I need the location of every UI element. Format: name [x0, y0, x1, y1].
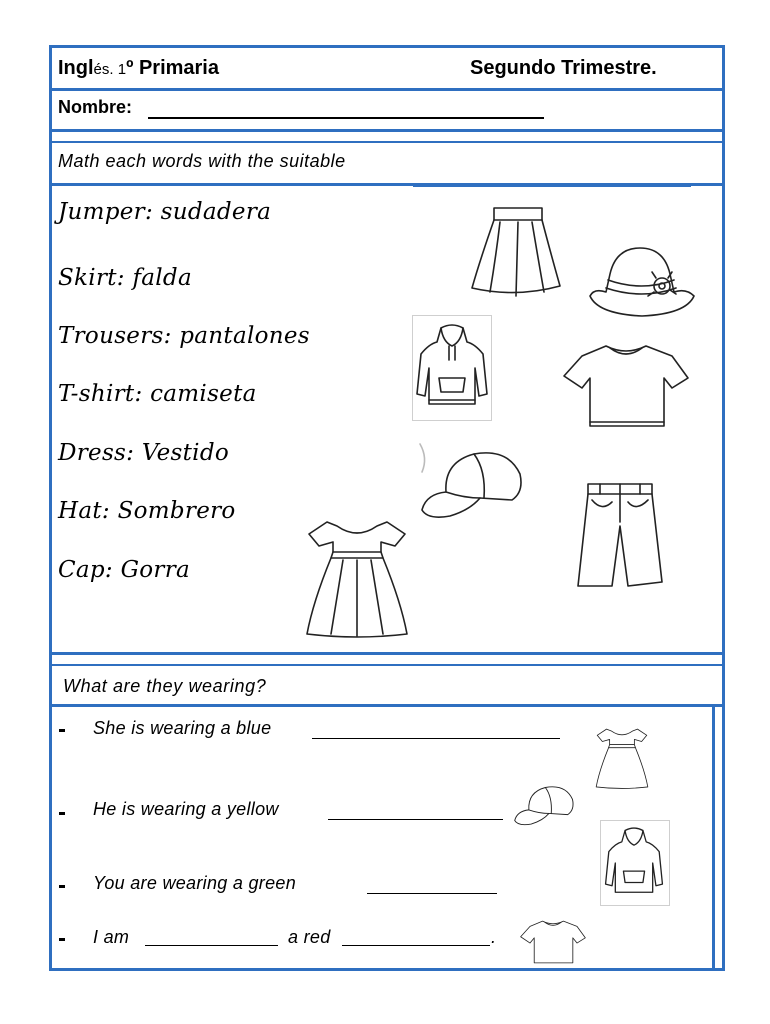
trousers-icon[interactable] — [572, 478, 664, 592]
small-cap-icon — [510, 776, 576, 832]
bullet-1 — [59, 729, 65, 732]
cap-icon[interactable] — [414, 436, 526, 528]
bullet-4 — [59, 938, 65, 941]
skirt-icon[interactable] — [466, 200, 566, 300]
bullet-2 — [59, 812, 65, 815]
small-t-shirt-icon — [518, 918, 588, 966]
sentence-4b: a red — [288, 927, 331, 947]
answer-blank-3[interactable] — [367, 893, 497, 894]
question-top-rule — [49, 664, 725, 666]
subject-title: Inglés. 1º Primaria — [58, 57, 219, 79]
instruction-top-rule — [49, 141, 725, 143]
sentence-3: You are wearing a green — [93, 873, 297, 893]
sentence-2: He is wearing a yellow — [93, 799, 279, 819]
sentence-4-end: . — [491, 927, 497, 947]
small-dress-icon — [593, 726, 651, 790]
vocab-item-skirt: Skirt: falda — [58, 265, 192, 291]
t-shirt-icon[interactable] — [560, 340, 692, 432]
bullet-3 — [59, 885, 65, 888]
answer-blank-4b[interactable] — [342, 945, 490, 946]
name-blank[interactable] — [148, 117, 544, 119]
jumper-icon[interactable] — [413, 320, 491, 416]
name-label: Nombre: — [58, 97, 133, 117]
vocab-item-jumper: Jumper: sudadera — [58, 199, 272, 225]
term-label: Segundo Trimestre. — [470, 57, 657, 79]
dress-icon[interactable] — [303, 516, 411, 640]
answer-blank-2[interactable] — [328, 819, 503, 820]
vocab-item-trousers: Trousers: pantalones — [58, 323, 310, 349]
hat-icon[interactable] — [586, 240, 698, 322]
sentence-4a: I am — [93, 927, 130, 947]
inner-right-rule — [712, 706, 715, 971]
matching-instruction: Math each words with the suitable — [58, 151, 346, 171]
small-jumper-icon — [602, 824, 666, 902]
wearing-question: What are they wearing? — [63, 676, 267, 696]
answer-blank-1[interactable] — [312, 738, 560, 739]
vocab-item-hat: Hat: Sombrero — [58, 498, 236, 524]
vocab-item-dress: Dress: Vestido — [58, 440, 229, 466]
vocab-item-cap: Cap: Gorra — [58, 557, 191, 583]
header-divider — [49, 88, 725, 91]
name-divider — [49, 129, 725, 132]
sentence-1: She is wearing a blue — [93, 718, 272, 738]
question-bottom-rule — [49, 704, 725, 707]
vocab-item-tshirt: T-shirt: camiseta — [58, 381, 257, 407]
answer-blank-4a[interactable] — [145, 945, 278, 946]
instruction-underline — [413, 185, 691, 187]
section-divider — [49, 652, 725, 655]
